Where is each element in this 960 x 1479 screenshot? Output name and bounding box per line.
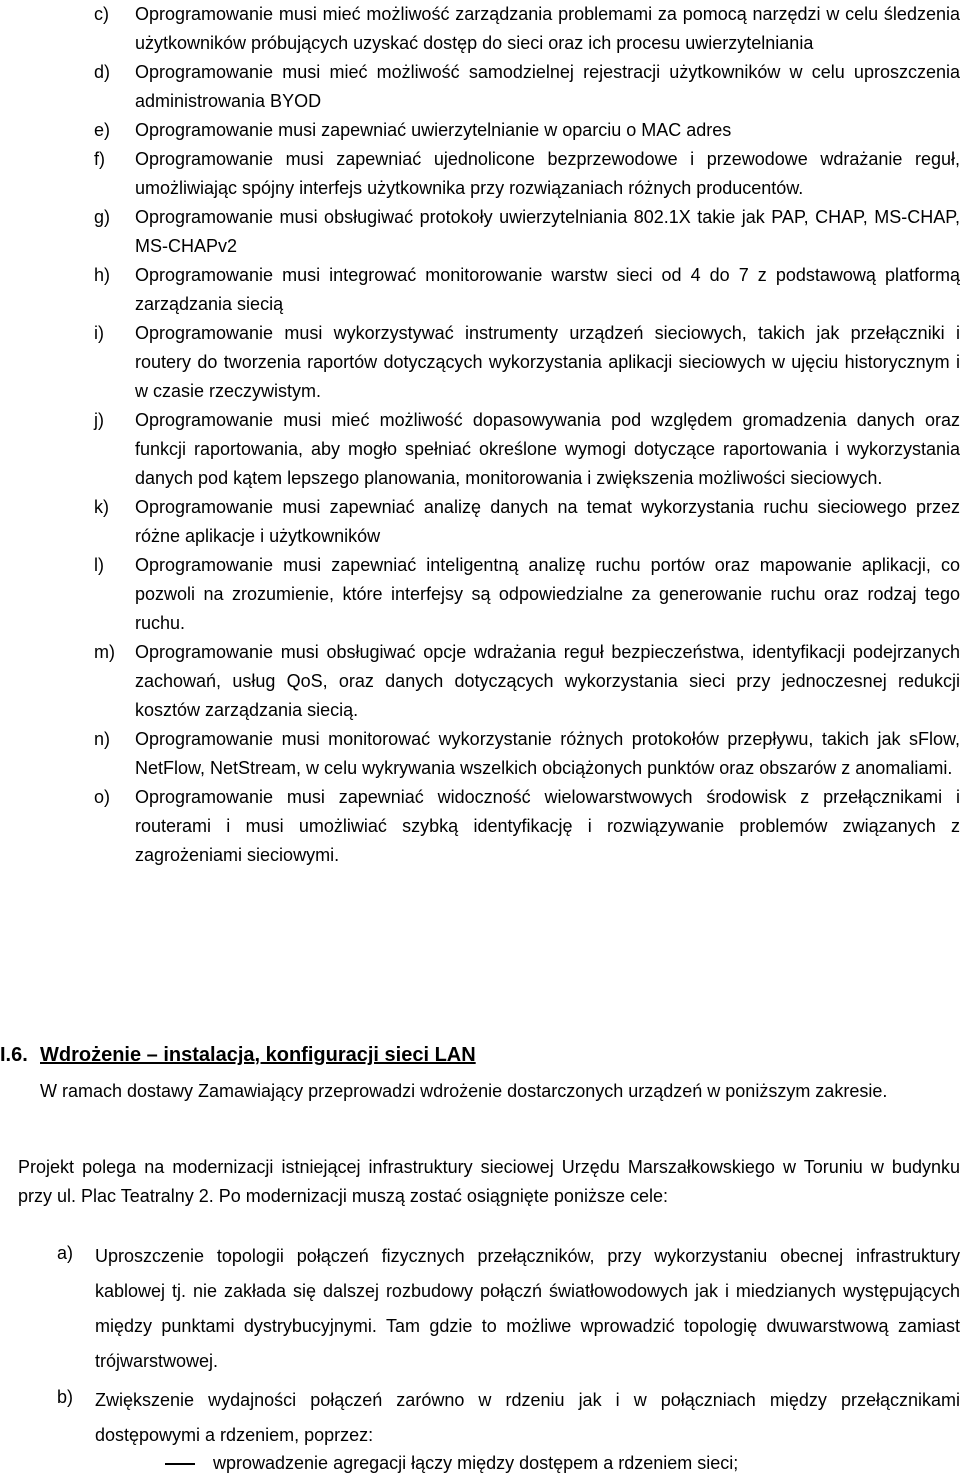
list-item-text: Oprogramowanie musi zapewniać inteligentną analizę ruchu portów oraz mapowanie aplikacji, co pozwoli na zrozumienie, które interfejsy są odpowiedzialne za generowanie ruchu oraz rodzaj tego ruchu. (135, 555, 960, 633)
list-item-text: Oprogramowanie musi integrować monitorowanie warstw sieci od 4 do 7 z podstawową platformą zarządzania siecią (135, 265, 960, 314)
list-marker: a) (57, 1243, 74, 1263)
list-marker: f) (94, 149, 105, 169)
requirements-list (94, 0, 960, 870)
list-item-text: Oprogramowanie musi obsługiwać protokoły uwierzytelniania 802.1X takie jak PAP, CHAP, MS-CHAP, MS-CHAPv2 (135, 207, 960, 256)
paragraph: W ramach dostawy Zamawiający przeprowadzi wdrożenie dostarczonych urządzeń w poniższym zakresie. (40, 1081, 888, 1101)
list-item (94, 116, 960, 145)
goals-list (57, 1239, 960, 1453)
list-marker: m) (94, 642, 115, 662)
list-item-text: Oprogramowanie musi mieć możliwość zarządzania problemami za pomocą narzędzi w celu śledzenia użytkowników próbujących uzyskać dostęp do sieci oraz ich procesu uwierzytelniania (135, 4, 960, 53)
list-item (94, 261, 960, 319)
list-item (57, 1239, 960, 1379)
section-heading (0, 1040, 476, 1070)
list-marker: e) (94, 120, 111, 140)
list-item (94, 406, 960, 493)
list-marker: c) (94, 4, 109, 24)
list-item-text: Oprogramowanie musi mieć możliwość dopasowywania pod względem gromadzenia danych oraz funkcji raportowania, aby mogło spełniać określone wymogi dotyczące raportowania i wykorzystania danych pod kątem lepszego planowania, monitorowania i zwiększenia możliwości sieciowych. (135, 410, 960, 488)
list-marker: b) (57, 1387, 74, 1407)
section-number: I.6. (0, 1044, 28, 1066)
list-marker: g) (94, 207, 111, 227)
dash-list-item-text: wprowadzenie agregacji łączy między dostępem a rdzeniem sieci; (213, 1453, 739, 1473)
list-item-text: Oprogramowanie musi monitorować wykorzystanie różnych protokołów przepływu, takich jak sFlow, NetFlow, NetStream, w celu wykrywania wszelkich obciążonych punktów oraz obszarów z anomaliami. (135, 729, 960, 778)
list-item-text: Oprogramowanie musi wykorzystywać instrumenty urządzeń sieciowych, takich jak przełączniki i routery do tworzenia raportów dotyczących wykorzystania aplikacji sieciowych w ujęciu historycznym i w czasie rzeczywistym. (135, 323, 960, 401)
list-marker: d) (94, 62, 111, 82)
list-item (94, 0, 960, 58)
list-marker: h) (94, 265, 111, 285)
dash-list-item (165, 1449, 960, 1478)
list-item (94, 58, 960, 116)
list-item-text: Oprogramowanie musi zapewniać uwierzytelnianie w oparciu o MAC adres (135, 120, 732, 140)
list-item-text: Oprogramowanie musi zapewniać analizę danych na temat wykorzystania ruchu sieciowego przez różne aplikacje i użytkowników (135, 497, 960, 546)
list-item (94, 551, 960, 638)
list-item-text: Oprogramowanie musi zapewniać ujednolicone bezprzewodowe i przewodowe wdrażanie reguł, umożliwiając spójny interfejs użytkownika przy rozwiązaniach różnych producentów. (135, 149, 960, 198)
list-marker: o) (94, 787, 111, 807)
list-marker: l) (94, 555, 104, 575)
list-item (94, 783, 960, 870)
list-marker: j) (94, 410, 104, 430)
paragraph: Projekt polega na modernizacji istniejącej infrastruktury sieciowej Urzędu Marszałkowskiego w Toruniu w budynku przy ul. Plac Teatralny 2. Po modernizacji muszą zostać osiągnięte poniższe cele: (18, 1157, 960, 1206)
list-item (94, 638, 960, 725)
list-item (94, 493, 960, 551)
list-item-text: Zwiększenie wydajności połączeń zarówno w rdzeniu jak i w połączniach między przełącznikami dostępowymi a rdzeniem, poprzez: (95, 1390, 960, 1445)
list-marker: k) (94, 497, 109, 517)
list-marker: n) (94, 729, 111, 749)
section-title: Wdrożenie – instalacja, konfiguracji sieci LAN (40, 1044, 476, 1066)
list-item (94, 725, 960, 783)
list-item-text: Uproszczenie topologii połączeń fizycznych przełączników, przy wykorzystaniu obecnej infrastruktury kablowej tj. nie zakłada się dalszej rozbudowy połączń światłowodowych jak i miedzianych występujących między punktami dystrybucyjnymi. Tam gdzie to możliwe wprowadzić topologię dwuwarstwową zamiast trójwarstwowej. (95, 1246, 960, 1371)
dash-bullet-icon (165, 1463, 195, 1465)
list-item (57, 1383, 960, 1453)
list-item-text: Oprogramowanie musi mieć możliwość samodzielnej rejestracji użytkowników w celu uproszczenia administrowania BYOD (135, 62, 960, 111)
list-marker: i) (94, 323, 104, 343)
list-item (94, 145, 960, 203)
list-item (94, 319, 960, 406)
list-item-text: Oprogramowanie musi obsługiwać opcje wdrażania reguł bezpieczeństwa, identyfikacji podejrzanych zachowań, usług QoS, oraz danych dotyczących wykorzystania sieci przy jednoczesnej redukcji kosztów zarządzania siecią. (135, 642, 960, 720)
list-item (94, 203, 960, 261)
list-item-text: Oprogramowanie musi zapewniać widoczność wielowarstwowych środowisk z przełącznikami i routerami i musi umożliwiać szybką identyfikację i rozwiązywanie problemów związanych z zagrożeniami sieciowymi. (135, 787, 960, 865)
